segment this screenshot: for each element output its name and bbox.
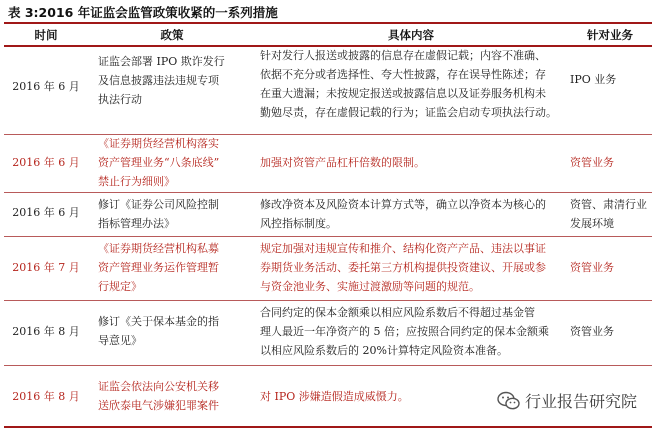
row-content: 对 IPO 涉嫌造假造成威慑力。 <box>260 390 409 403</box>
watermark <box>497 389 637 412</box>
row-content: 针对发行人报送或披露的信息存在虚假记载；内容不准确、 依据不充分或者选择性、夸大性披露，存在误导性陈述；存 在重大遗漏；未按规定报送或披露信息以及证券服务机构未 勤勉尽责，存在虚假记载的行为；证监会启动专项执法行动。 <box>260 49 557 119</box>
row-divider <box>4 365 652 366</box>
row-content: 规定加强对违规宣传和推介、结构化资产产品、违法以事证 券期货业务活动、委托第三方机构提供投资建议、开展或参 与资金池业务、实施过渡激励等问题的规范。 <box>260 242 546 293</box>
header-time: 时间 <box>34 28 58 42</box>
row-divider <box>4 192 652 193</box>
row-target: IPO 业务 <box>570 73 617 86</box>
wechat-icon <box>497 391 521 411</box>
row-content: 修改净资本及风险资本计算方式等，确立以净资本为核心的 风控指标制度。 <box>260 198 546 230</box>
row-policy: 证监会部署 IPO 欺诈发行 及信息披露违法违规专项 执法行动 <box>98 55 225 106</box>
row-content: 加强对资管产品杠杆倍数的限制。 <box>260 156 425 169</box>
row-policy: 修订《证券公司风险控制 指标管理办法》 <box>98 198 219 230</box>
table-bottom-rule <box>4 426 652 428</box>
row-policy: 《证券期货经营机构落实 资产管理业务“八条底线” 禁止行为细则》 <box>98 137 220 188</box>
row-policy: 《证券期货经营机构私募 资产管理业务运作管理暂 行规定》 <box>98 242 219 293</box>
row-time: 2016 年 8 月 <box>12 390 80 403</box>
table-row <box>4 302 652 364</box>
row-target: 资管、肃清行业 发展环境 <box>570 198 647 230</box>
header-target: 针对业务 <box>587 28 633 42</box>
table-caption: 表 3:2016 年证监会监管政策收紧的一系列措施 <box>8 5 278 20</box>
row-target: 资管业务 <box>570 261 614 274</box>
row-divider <box>4 300 652 301</box>
row-target: 资管业务 <box>570 156 614 169</box>
row-policy: 修订《关于保本基金的指 导意见》 <box>98 315 219 347</box>
header-content: 具体内容 <box>388 28 434 42</box>
row-time: 2016 年 6 月 <box>12 156 80 169</box>
header-policy: 政策 <box>160 28 184 42</box>
header-top-rule <box>4 22 652 24</box>
row-time: 2016 年 7 月 <box>12 261 80 274</box>
row-time: 2016 年 8 月 <box>12 325 80 338</box>
row-policy: 证监会依法向公安机关移 送欣泰电气涉嫌犯罪案件 <box>98 380 219 412</box>
row-target: 资管业务 <box>570 325 614 338</box>
watermark-text: 行业报告研究院 <box>525 392 638 411</box>
row-time: 2016 年 6 月 <box>12 80 80 93</box>
row-divider <box>4 236 652 237</box>
table-row <box>4 50 652 130</box>
table-row <box>4 238 652 298</box>
row-content: 合同约定的保本金额乘以相应风险系数后不得超过基金管 理人最近一年净资产的 5 倍；应按照合同约定的保本金额乘 以相应风险系数后的 20%计算特定风险资本准备。 <box>260 306 549 357</box>
row-time: 2016 年 6 月 <box>12 206 80 219</box>
table-row <box>4 194 652 234</box>
table-row <box>4 136 652 192</box>
